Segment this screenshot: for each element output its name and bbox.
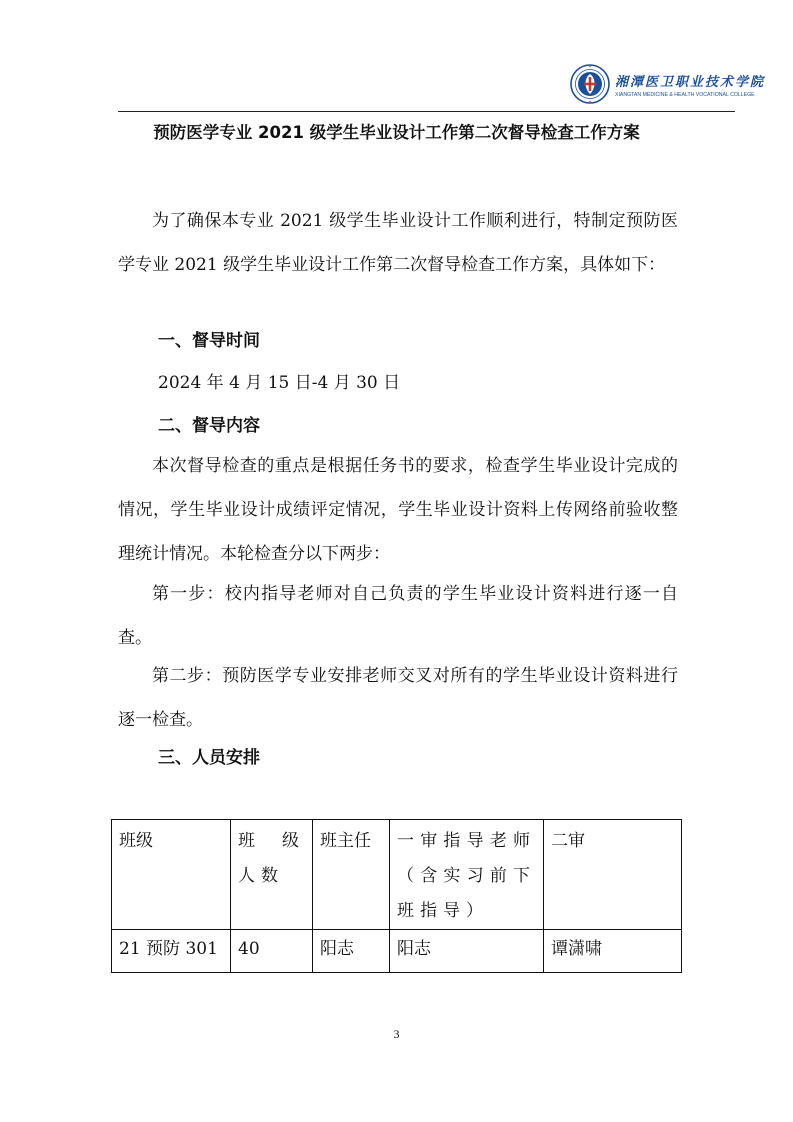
- cell-head-teacher: 阳志: [313, 930, 390, 973]
- header-cell-head-teacher: 班主任: [313, 820, 390, 930]
- header-divider: [118, 111, 735, 112]
- school-name-en: XIANGTAN MEDICINE & HEALTH VOCATIONAL COLLEGE: [615, 91, 755, 98]
- step-one-paragraph: 第一步：校内指导老师对自己负责的学生毕业设计资料进行逐一自查。: [118, 584, 678, 648]
- cell-class-size: 40: [231, 930, 313, 973]
- page-number: 3: [393, 1027, 400, 1041]
- staff-arrangement-table: [111, 819, 682, 973]
- school-name-cn: 湘潭医卫职业技术学院: [615, 74, 766, 90]
- supervision-period: 2024 年 4 月 15 日-4 月 30 日: [158, 373, 401, 393]
- header-cell-first-reviewer: 一审指导老师（含实习前下班指导）: [390, 820, 544, 930]
- content-paragraph: 本次督导检查的重点是根据任务书的要求，检查学生毕业设计完成的情况，学生毕业设计成绩评定情况，学生毕业设计资料上传网络前验收整理统计情况。本轮检查分以下两步：: [118, 456, 678, 564]
- cell-second-reviewer: 谭潇啸: [544, 930, 682, 973]
- table-row: [112, 930, 682, 973]
- step-two-paragraph: 第二步：预防医学专业安排老师交叉对所有的学生毕业设计资料进行逐一检查。: [118, 666, 678, 730]
- intro-paragraph: 为了确保本专业 2021 级学生毕业设计工作顺利进行，特制定预防医学专业 2021 级学生毕业设计工作第二次督导检查工作方案，具体如下：: [118, 211, 678, 275]
- school-logo: [570, 62, 766, 106]
- table-header-row: [112, 820, 682, 930]
- cell-class: 21 预防 301: [112, 930, 231, 973]
- school-seal-icon: [570, 64, 610, 104]
- header-cell-class: 班级: [112, 820, 231, 930]
- section-heading-staff: 三、人员安排: [158, 748, 260, 768]
- section-heading-content: 二、督导内容: [158, 416, 260, 436]
- section-heading-time: 一、督导时间: [158, 331, 260, 351]
- header-cell-second-reviewer: 二审: [544, 820, 682, 930]
- cell-first-reviewer: 阳志: [390, 930, 544, 973]
- document-title: 预防医学专业 2021 级学生毕业设计工作第二次督导检查工作方案: [153, 123, 640, 142]
- header-cell-class-size: 班级人数: [231, 820, 313, 930]
